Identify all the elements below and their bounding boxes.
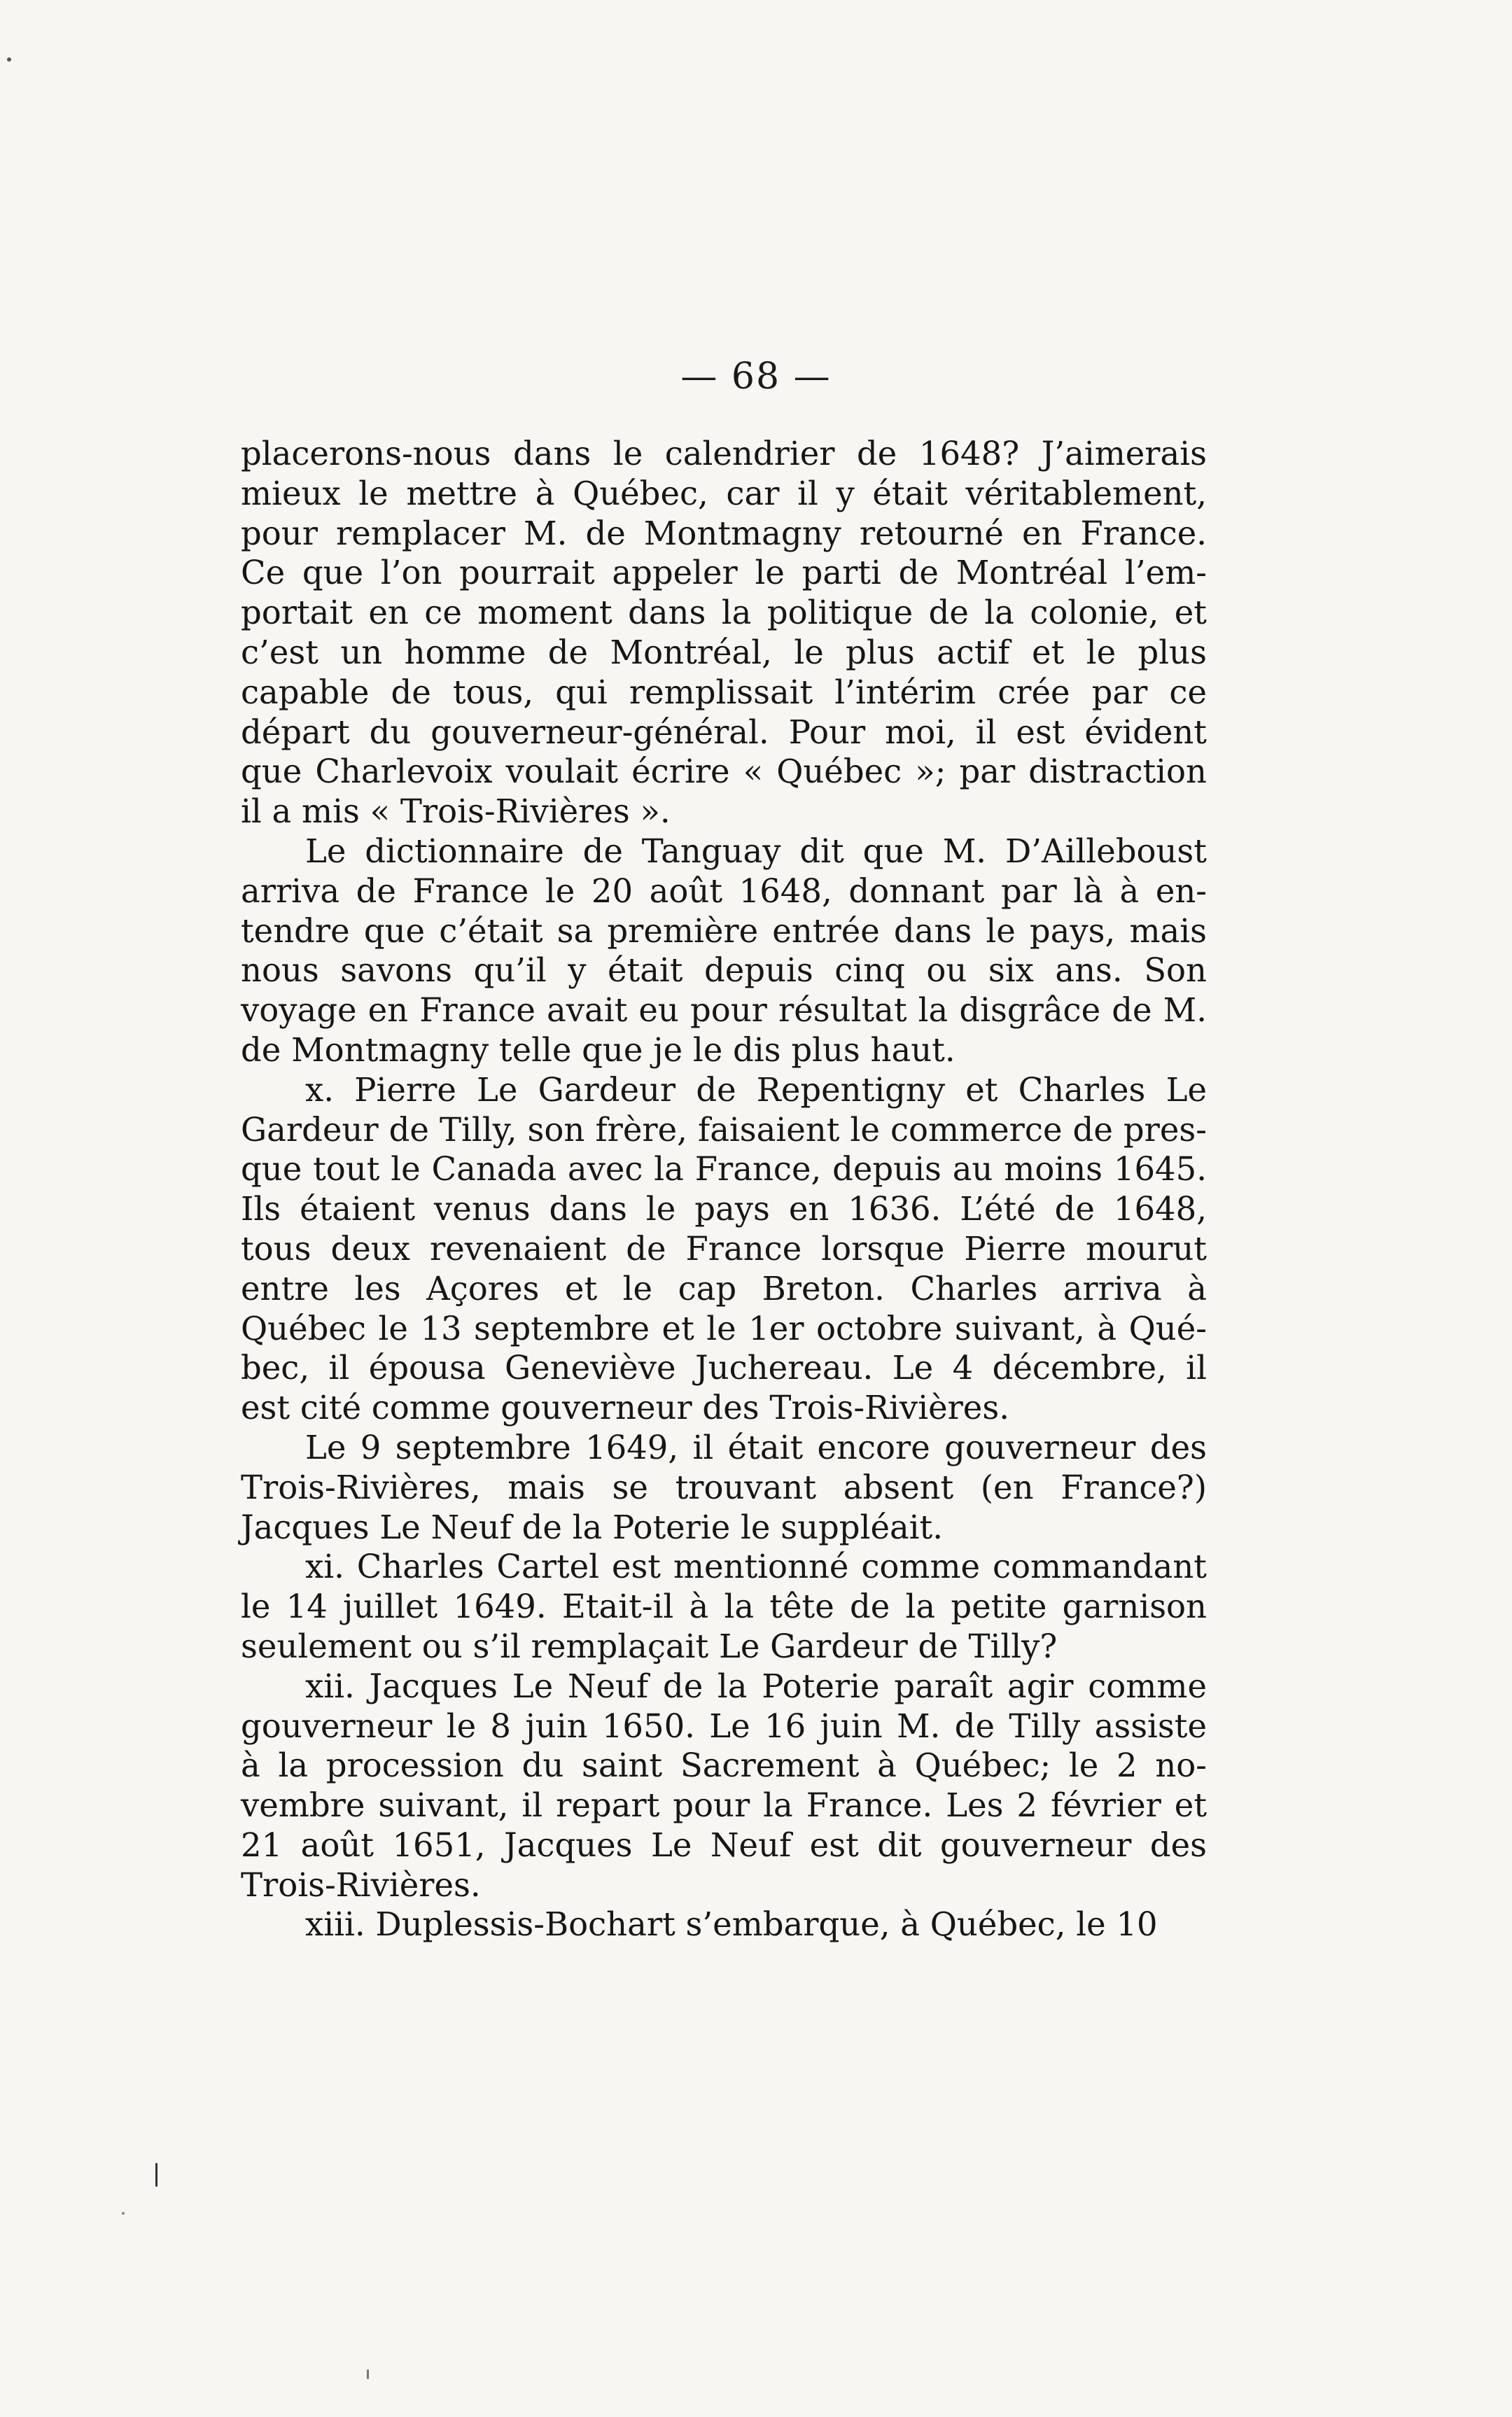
- text-line: Le 9 septembre 1649, il était encore gouverneur des: [305, 1428, 1207, 1466]
- text-line: capable de tous, qui remplissait l’intérim crée par ce: [241, 673, 1207, 711]
- text-line: entre les Açores et le cap Breton. Charles arriva à: [241, 1269, 1207, 1308]
- text-line: à la procession du saint Sacrement à Québec; le 2 no-: [241, 1746, 1207, 1785]
- paragraph-7: [241, 1905, 1207, 1945]
- text-line: Le dictionnaire de Tanguay dit que M. D’Ailleboust: [305, 832, 1207, 870]
- text-line: 21 août 1651, Jacques Le Neuf est dit gouverneur des: [241, 1826, 1207, 1864]
- text-line: Ils étaient venus dans le pays en 1636. L’été de 1648,: [241, 1190, 1207, 1228]
- page-number: — 68 —: [680, 356, 832, 398]
- text-line: seulement ou s’il remplaçait Le Gardeur de Tilly?: [241, 1627, 1058, 1665]
- text-line: départ du gouverneur-général. Pour moi, il est évident: [241, 713, 1207, 751]
- paragraph-5: [241, 1547, 1207, 1666]
- paragraph-6: [241, 1667, 1207, 1905]
- text-line: xiii. Duplessis-Bochart s’embarque, à Québec, le 10: [305, 1905, 1158, 1944]
- text-line: vembre suivant, il repart pour la France. Les 2 février et: [241, 1786, 1207, 1825]
- scan-speck: [155, 2163, 158, 2187]
- text-line: Québec le 13 septembre et le 1er octobre suivant, à Qué-: [241, 1309, 1207, 1347]
- text-line: il a mis « Trois-Rivières ».: [241, 792, 671, 831]
- text-line: Ce que l’on pourrait appeler le parti de Montréal l’em-: [241, 554, 1207, 592]
- text-line: voyage en France avait eu pour résultat la disgrâce de M.: [241, 991, 1207, 1030]
- paragraph-1: [241, 434, 1207, 832]
- text-line: arriva de France le 20 août 1648, donnant par là à en-: [241, 871, 1207, 910]
- text-line: est cité comme gouverneur des Trois-Rivières.: [241, 1389, 1009, 1427]
- paragraph-3: [241, 1070, 1207, 1428]
- text-line: Gardeur de Tilly, son frère, faisaient le commerce de pres-: [241, 1110, 1207, 1149]
- scan-speck: [7, 57, 11, 62]
- text-line: que tout le Canada avec la France, depuis au moins 1645.: [241, 1150, 1207, 1189]
- text-line: xii. Jacques Le Neuf de la Poterie paraît agir comme: [305, 1667, 1207, 1705]
- text-line: le 14 juillet 1649. Etait-il à la tête de la petite garnison: [241, 1588, 1207, 1626]
- text-line: de Montmagny telle que je le dis plus haut.: [241, 1030, 955, 1069]
- text-line: Trois-Rivières.: [241, 1865, 481, 1904]
- text-line: portait en ce moment dans la politique de la colonie, et: [241, 594, 1207, 632]
- text-line: que Charlevoix voulait écrire « Québec »; par distraction: [241, 752, 1207, 791]
- scan-speck: [122, 2212, 125, 2215]
- text-line: nous savons qu’il y était depuis cinq ou six ans. Son: [241, 951, 1207, 990]
- scan-speck: [367, 2369, 369, 2379]
- text-line: Jacques Le Neuf de la Poterie le suppléait.: [241, 1508, 944, 1546]
- text-line: bec, il épousa Geneviève Juchereau. Le 4 décembre, il: [241, 1349, 1207, 1387]
- text-line: mieux le mettre à Québec, car il y était véritablement,: [241, 474, 1207, 512]
- text-line: c’est un homme de Montréal, le plus actif et le plus: [241, 633, 1207, 671]
- body-text: [241, 434, 1207, 1945]
- text-line: Trois-Rivières, mais se trouvant absent (en France?): [241, 1468, 1207, 1506]
- text-line: tous deux revenaient de France lorsque Pierre mourut: [241, 1229, 1207, 1268]
- text-line: gouverneur le 8 juin 1650. Le 16 juin M. de Tilly assiste: [241, 1707, 1207, 1745]
- text-line: placerons-nous dans le calendrier de 1648? J’aimerais: [241, 435, 1207, 472]
- paragraph-4: [241, 1428, 1207, 1547]
- text-line: tendre que c’était sa première entrée dans le pays, mais: [241, 911, 1207, 950]
- text-line: xi. Charles Cartel est mentionné comme commandant: [305, 1548, 1207, 1586]
- text-line: pour remplacer M. de Montmagny retourné en France.: [241, 514, 1207, 552]
- text-line: x. Pierre Le Gardeur de Repentigny et Charles Le: [305, 1070, 1207, 1109]
- paragraph-2: [241, 832, 1207, 1070]
